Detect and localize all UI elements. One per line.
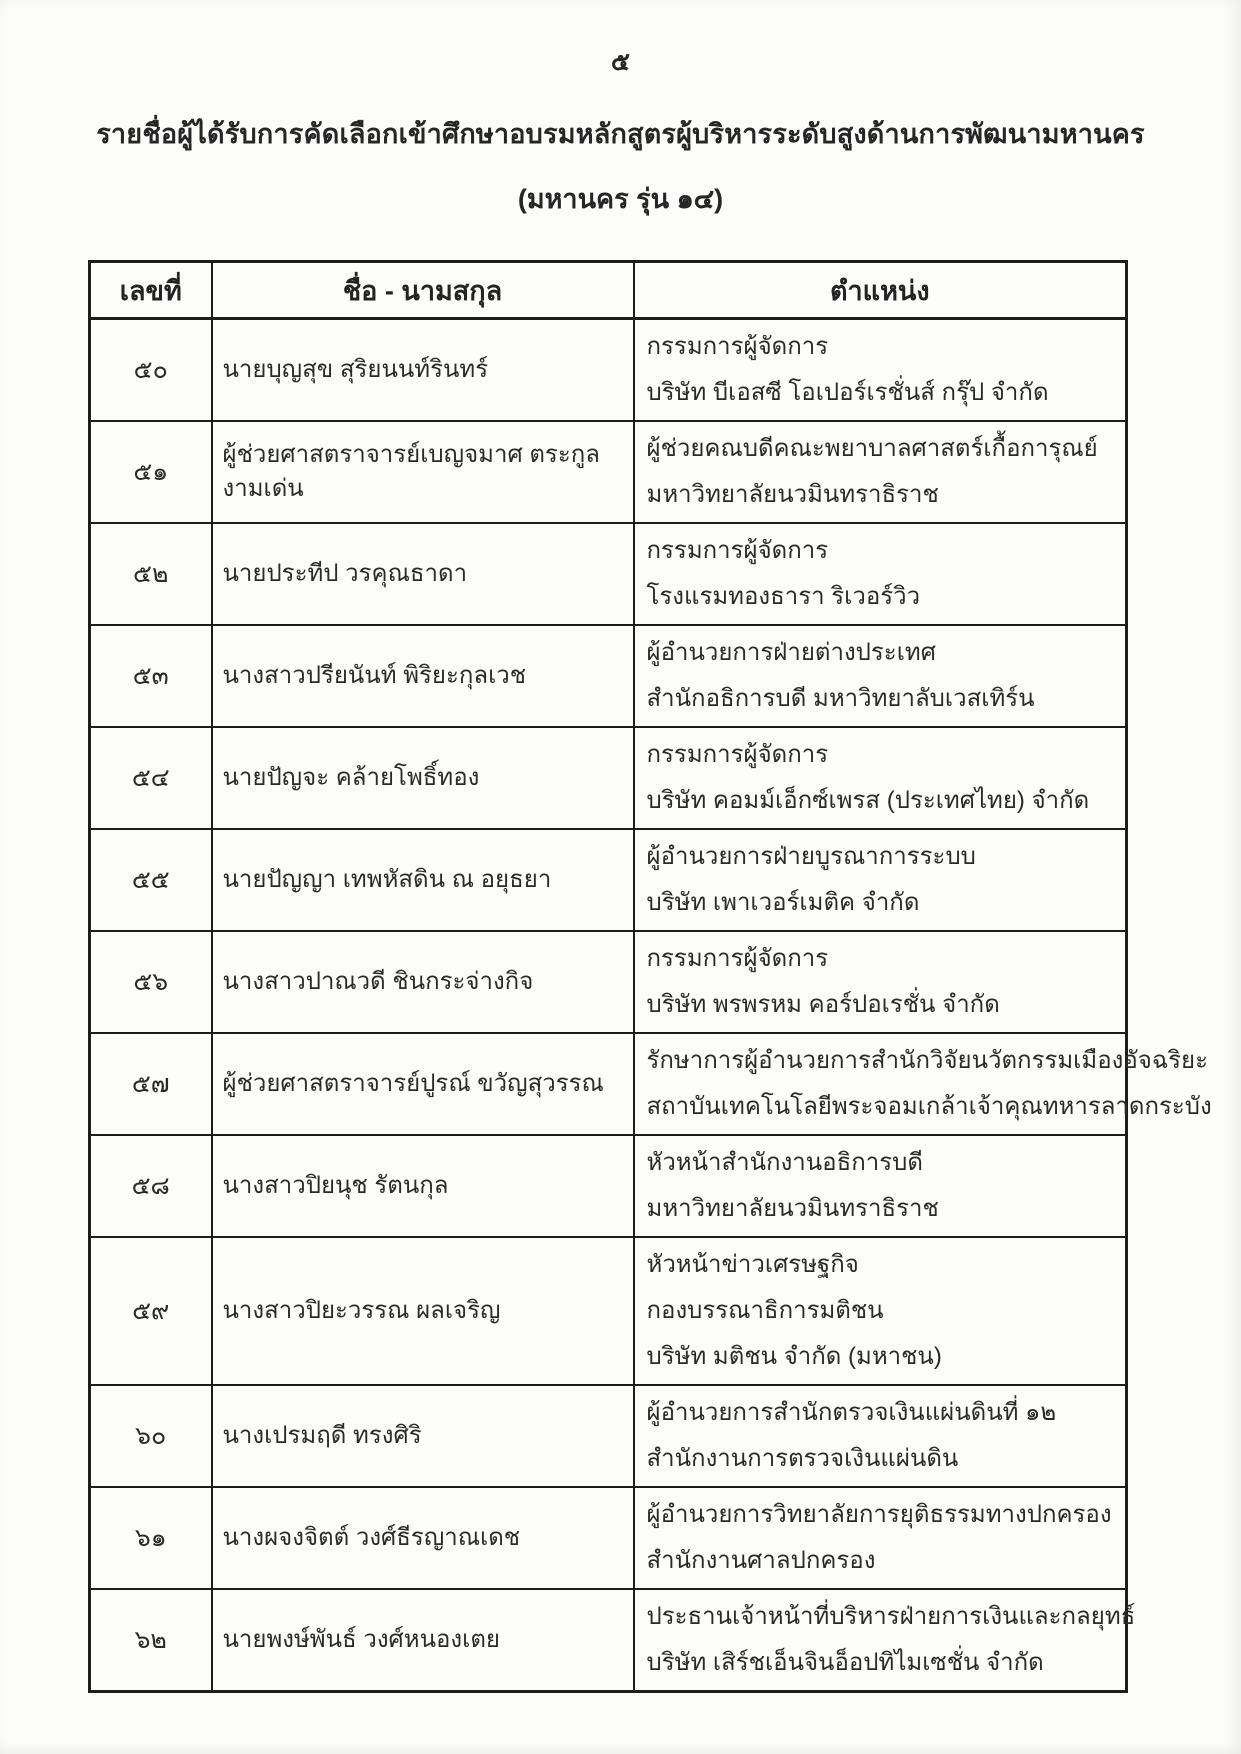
table-row: [90, 727, 1127, 829]
row-name: ผู้ช่วยศาสตราจารย์ปูรณ์ ขวัญสุวรรณ: [212, 1033, 634, 1135]
table-row: [90, 1033, 1127, 1135]
position-line: ผู้ช่วยคณบดีคณะพยาบาลศาสตร์เกื้อการุณย์: [646, 435, 1098, 462]
row-position: [634, 1487, 1127, 1589]
row-position: [634, 1385, 1127, 1487]
position-line: บริษัท พรพรหม คอร์ปอเรชั่น จำกัด: [646, 991, 1000, 1018]
row-position: [634, 1033, 1212, 1135]
row-number: ๕๒: [90, 523, 212, 625]
table-row: [90, 1589, 1127, 1692]
row-position: [634, 727, 1127, 829]
table-row: [90, 931, 1127, 1033]
document-subtitle: (มหานคร รุ่น ๑๔): [517, 184, 724, 214]
row-position: [634, 931, 1127, 1033]
table-row: [90, 1487, 1127, 1589]
row-number: ๖๑: [90, 1487, 212, 1589]
position-line: สำนักงานศาลปกครอง: [646, 1547, 876, 1574]
table-header: [90, 262, 1127, 319]
row-name: นางสาวปิยะวรรณ ผลเจริญ: [212, 1237, 634, 1385]
row-number: ๕๙: [90, 1237, 212, 1385]
position-line: รักษาการผู้อำนวยการสำนักวิจัยนวัตกรรมเมืองอัจฉริยะ: [646, 1047, 1209, 1074]
row-name: นายปัญญา เทพหัสดิน ณ อยุธยา: [212, 829, 634, 931]
row-number: ๕๐: [90, 319, 212, 422]
position-line: กองบรรณาธิการมติชน: [646, 1297, 884, 1324]
row-name: ผู้ช่วยศาสตราจารย์เบญจมาศ ตระกูลงามเด่น: [212, 421, 634, 523]
row-position: [634, 523, 1127, 625]
position-line: โรงแรมทองธารา ริเวอร์วิว: [646, 583, 921, 610]
position-line: สำนักอธิการบดี มหาวิทยาลับเวสเทิร์น: [646, 685, 1035, 712]
table-row: [90, 319, 1127, 422]
row-position: [634, 421, 1127, 523]
table-row: [90, 1135, 1127, 1237]
row-position: [634, 1135, 1127, 1237]
position-line: สำนักงานการตรวจเงินแผ่นดิน: [646, 1445, 959, 1472]
position-line: ผู้อำนวยการสำนักตรวจเงินแผ่นดินที่ ๑๒: [646, 1399, 1057, 1426]
table-row: [90, 829, 1127, 931]
row-name: นางเปรมฤดี ทรงศิริ: [212, 1385, 634, 1487]
document-title: รายชื่อผู้ได้รับการคัดเลือกเข้าศึกษาอบรมหลักสูตรผู้บริหารระดับสูงด้านการพัฒนามหานคร: [96, 119, 1145, 149]
row-name: นายประทีป วรคุณธาดา: [212, 523, 634, 625]
row-name: นางสาวปาณวดี ชินกระจ่างกิจ: [212, 931, 634, 1033]
row-number: ๕๓: [90, 625, 212, 727]
table-row: [90, 523, 1127, 625]
row-number: ๕๑: [90, 421, 212, 523]
row-position: [634, 1237, 1127, 1385]
position-line: กรรมการผู้จัดการ: [646, 333, 829, 360]
row-name: นางผจงจิตต์ วงศ์ธีรญาณเดช: [212, 1487, 634, 1589]
position-line: กรรมการผู้จัดการ: [646, 537, 829, 564]
page-number: ๕: [611, 48, 630, 76]
row-number: ๕๕: [90, 829, 212, 931]
header-position: ตำแหน่ง: [634, 262, 1127, 319]
position-line: มหาวิทยาลัยนวมินทราธิราช: [646, 481, 939, 508]
row-number: ๕๔: [90, 727, 212, 829]
row-number: ๖๒: [90, 1589, 212, 1692]
table-header-row: [90, 262, 1127, 319]
position-line: กรรมการผู้จัดการ: [646, 945, 829, 972]
position-line: ผู้อำนวยการฝ่ายบูรณาการระบบ: [646, 843, 976, 870]
position-line: บริษัท บีเอสซี โอเปอร์เรชั่นส์ กรุ๊ป จำกัด: [646, 379, 1049, 406]
row-name: นายพงษ์พันธ์ วงศ์หนองเตย: [212, 1589, 634, 1692]
table-row: [90, 1237, 1127, 1385]
position-line: บริษัท เพาเวอร์เมติค จำกัด: [646, 889, 920, 916]
row-name: นายปัญจะ คล้ายโพธิ์ทอง: [212, 727, 634, 829]
row-position: [634, 625, 1127, 727]
row-number: ๕๖: [90, 931, 212, 1033]
row-position: [634, 1589, 1136, 1692]
position-line: ผู้อำนวยการฝ่ายต่างประเทศ: [646, 639, 936, 666]
row-number: ๕๗: [90, 1033, 212, 1135]
position-line: บริษัท เสิร์ชเอ็นจินอ็อปทิไมเซชั่น จำกัด: [646, 1649, 1044, 1676]
participants-table: [88, 260, 1212, 1693]
row-position: [634, 829, 1127, 931]
position-line: มหาวิทยาลัยนวมินทราธิราช: [646, 1195, 939, 1222]
row-number: ๖๐: [90, 1385, 212, 1487]
header-number: เลขที่: [90, 262, 212, 319]
row-position: [634, 319, 1127, 422]
header-name: ชื่อ - นามสกุล: [212, 262, 634, 319]
position-line: บริษัท คอมม์เอ็กซ์เพรส (ประเทศไทย) จำกัด: [646, 787, 1090, 814]
position-line: หัวหน้าข่าวเศรษฐกิจ: [646, 1251, 859, 1278]
position-line: ผู้อำนวยการวิทยาลัยการยุติธรรมทางปกครอง: [646, 1501, 1112, 1528]
table-row: [90, 625, 1127, 727]
position-line: กรรมการผู้จัดการ: [646, 741, 829, 768]
row-number: ๕๘: [90, 1135, 212, 1237]
table-row: [90, 1385, 1127, 1487]
row-name: นางสาวปิยนุช รัตนกุล: [212, 1135, 634, 1237]
table-row: [90, 421, 1127, 523]
position-line: หัวหน้าสำนักงานอธิการบดี: [646, 1149, 923, 1176]
position-line: บริษัท มติชน จำกัด (มหาชน): [646, 1343, 942, 1370]
row-name: นางสาวปรียนันท์ พิริยะกุลเวช: [212, 625, 634, 727]
position-line: สถาบันเทคโนโลยีพระจอมเกล้าเจ้าคุณทหารลาดกระบัง: [646, 1093, 1212, 1120]
position-line: ประธานเจ้าหน้าที่บริหารฝ่ายการเงินและกลยุทธ์: [646, 1603, 1136, 1630]
table-body: [90, 319, 1212, 1692]
row-name: นายบุญสุข สุริยนนท์รินทร์: [212, 319, 634, 422]
